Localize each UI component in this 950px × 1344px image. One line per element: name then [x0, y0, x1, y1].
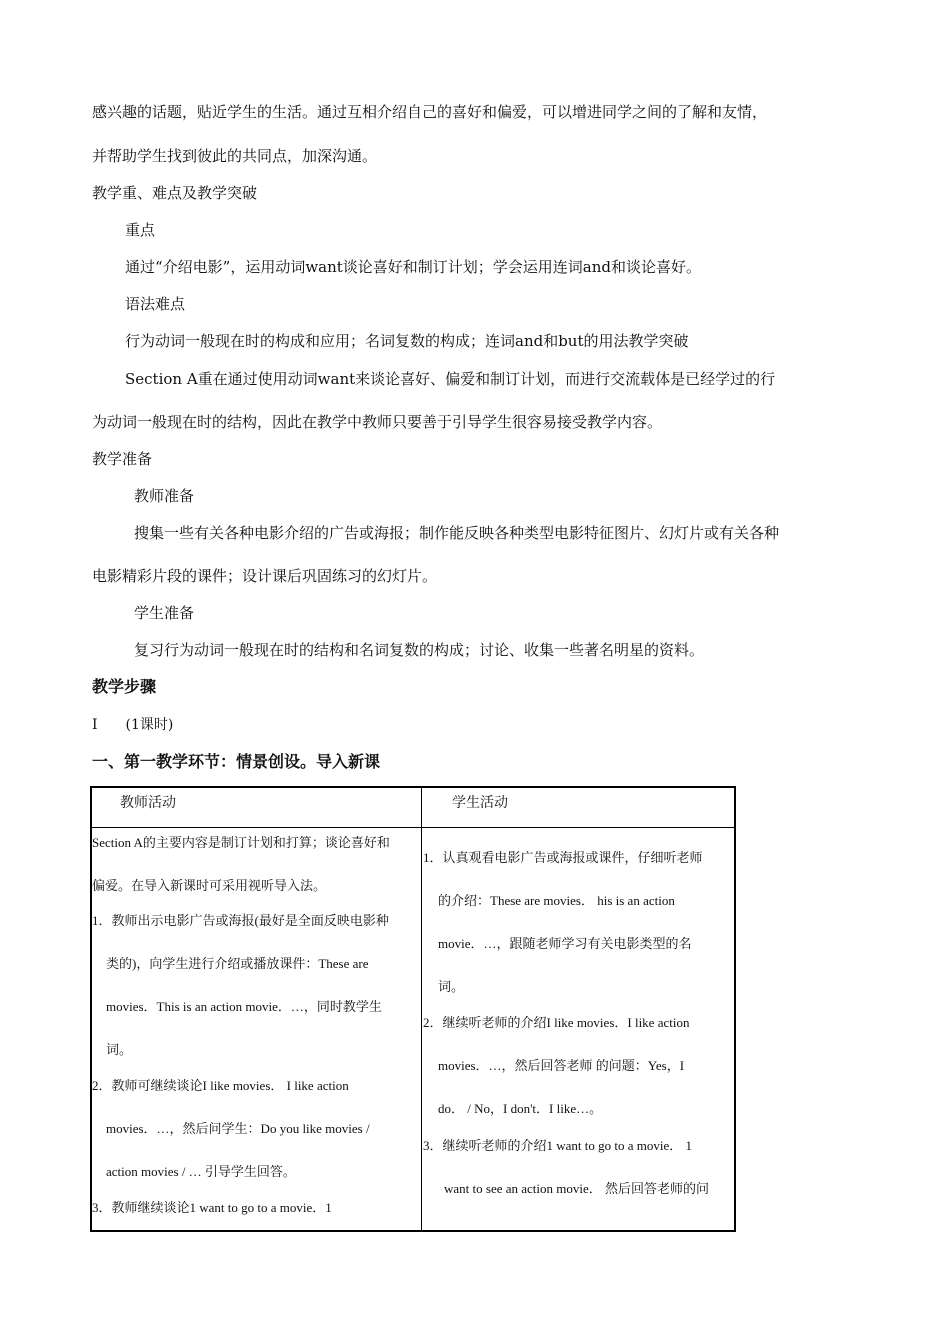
subheading: 语法难点: [125, 295, 186, 313]
teacher-line: 3．教师继续谈论1 want to go to a movie．1: [92, 1200, 332, 1215]
body-line: 通过“介绍电影”，运用动词want谈论喜好和制订计划；学会运用连词and和谈论喜好。: [125, 258, 702, 276]
student-line: 的介绍：These are movies． his is an action: [438, 893, 675, 908]
teacher-line: action movies / … 引导学生回答。: [106, 1164, 296, 1179]
body-line: 搜集一些有关各种电影介绍的广告或海报；制作能反映各种类型电影特征图片、幻灯片或有关各种: [134, 524, 780, 542]
period-label: Ⅰ (1课时): [92, 717, 174, 733]
body-line: 感兴趣的话题，贴近学生的生活。通过互相介绍自己的喜好和偏爱，可以增进同学之间的了解和友情，: [92, 103, 768, 121]
body-line: Section A重在通过使用动词want来谈论喜好、偏爱和制订计划，而进行交流载体是已经学过的行: [125, 370, 776, 388]
body-line: 为动词一般现在时的结构，因此在教学中教师只要善于引导学生很容易接受教学内容。: [92, 413, 663, 431]
student-line: 1．认真观看电影广告或海报或课件，仔细听老师: [423, 850, 703, 865]
header-student: 学生活动: [452, 795, 508, 811]
teacher-line: movies．This is an action movie．…，同时教学生: [106, 999, 382, 1014]
student-line: 词。: [438, 979, 465, 994]
student-line: movies．…，然后回答老师 的问题：Yes，I: [438, 1058, 685, 1073]
teacher-line: 2．教师可继续谈论I like movies． I like action: [92, 1078, 349, 1093]
student-line: 2．继续听老师的介绍I like movies．I like action: [423, 1015, 690, 1030]
teacher-line: movies．…，然后问学生：Do you like movies /: [106, 1121, 370, 1136]
section-heading: 教学步骤: [92, 677, 157, 696]
teacher-line: 1．教师出示电影广告或海报(最好是全面反映电影种: [92, 913, 389, 928]
subheading: 学生准备: [134, 604, 195, 622]
subheading: 教师准备: [134, 487, 195, 505]
body-line: 电影精彩片段的课件；设计课后巩固练习的幻灯片。: [92, 567, 438, 585]
section-title: 教学重、难点及教学突破: [92, 184, 258, 202]
student-line: want to see an action movie． 然后回答老师的问: [444, 1181, 710, 1196]
body-line: 复习行为动词一般现在时的结构和名词复数的构成；讨论、收集一些著名明星的资料。: [134, 641, 705, 659]
step-heading: 一、第一教学环节：情景创设。导入新课: [92, 752, 381, 771]
student-line: movie．…，跟随老师学习有关电影类型的名: [438, 936, 692, 951]
student-line: 3．继续听老师的介绍1 want to go to a movie． 1: [423, 1138, 693, 1153]
header-teacher: 教师活动: [120, 795, 176, 811]
teacher-line: 词。: [106, 1042, 133, 1057]
body-line: 并帮助学生找到彼此的共同点，加深沟通。: [92, 147, 378, 165]
student-line: do． / No，I don't．I like…。: [438, 1101, 603, 1116]
header-divider: [92, 827, 734, 828]
body-line: 行为动词一般现在时的构成和应用；名词复数的构成；连词and和but的用法教学突破: [125, 332, 689, 350]
section-title: 教学准备: [92, 450, 153, 468]
column-divider: [421, 788, 422, 1230]
activity-table: [90, 786, 736, 1232]
teacher-line: Section A的主要内容是制订计划和打算；谈论喜好和: [92, 835, 390, 850]
teacher-line: 偏爱。在导入新课时可采用视听导入法。: [92, 878, 327, 893]
subheading: 重点: [125, 221, 156, 239]
teacher-line: 类的)，向学生进行介绍或播放课件：These are: [106, 956, 369, 971]
